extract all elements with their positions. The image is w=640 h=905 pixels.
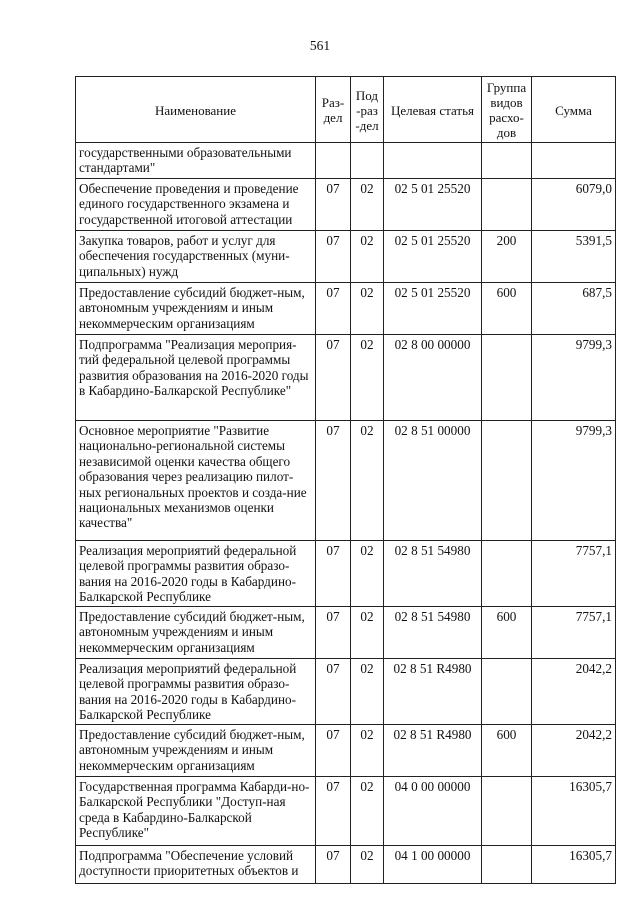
row-group-cell (482, 777, 532, 846)
row-sum-cell: 2042,2 (532, 659, 616, 725)
row-target-cell: 02 8 51 00000 (384, 421, 482, 541)
row-sum-cell: 9799,3 (532, 335, 616, 421)
table-row (76, 607, 616, 659)
row-section-cell: 07 (316, 421, 351, 541)
row-group-cell (482, 421, 532, 541)
row-group-cell: 200 (482, 231, 532, 283)
row-target-cell: 02 8 51 54980 (384, 541, 482, 607)
row-sum-cell: 687,5 (532, 283, 616, 335)
row-subsection-cell: 02 (351, 231, 384, 283)
row-target-cell (384, 143, 482, 179)
row-name-cell: Предоставление субсидий бюджет-ным, автономным учреждениям и иным некоммерческим организациям (76, 725, 316, 777)
table-row (76, 725, 616, 777)
header-target: Целевая статья (384, 77, 482, 143)
row-section-cell: 07 (316, 231, 351, 283)
table-row (76, 846, 616, 884)
row-subsection-cell: 02 (351, 421, 384, 541)
row-section-cell (316, 143, 351, 179)
row-target-cell: 02 8 51 54980 (384, 607, 482, 659)
row-section-cell: 07 (316, 335, 351, 421)
row-subsection-cell: 02 (351, 541, 384, 607)
table-row (76, 777, 616, 846)
header-section-label: Раз-дел (321, 95, 345, 125)
row-target-cell: 02 8 00 00000 (384, 335, 482, 421)
row-name-cell: Реализация мероприятий федеральной целевой программы развития образо-вания на 2016-2020 годы в Кабардино-Балкарской Республике (76, 659, 316, 725)
row-sum-cell: 16305,7 (532, 846, 616, 884)
header-sum: Сумма (532, 77, 616, 143)
row-name-cell: Подпрограмма "Реализация мероприя-тий федеральной целевой программы развития образования на 2016-2020 годы в Кабардино-Балкарской Республике" (76, 335, 316, 421)
row-group-cell (482, 659, 532, 725)
row-group-cell (482, 335, 532, 421)
row-group-cell: 600 (482, 725, 532, 777)
row-subsection-cell: 02 (351, 725, 384, 777)
row-name-cell: Обеспечение проведения и проведение единого государственного экзамена и государственной итоговой аттестации (76, 179, 316, 231)
header-section (316, 77, 351, 143)
row-name-cell: Основное мероприятие "Развитие национально-региональной системы независимой оценки качества общего образования через реализацию пилот-ных региональных проектов и созда-ние национальных механизмов оценки качества" (76, 421, 316, 541)
table-row (76, 231, 616, 283)
row-subsection-cell (351, 143, 384, 179)
table-row (76, 541, 616, 607)
table-body (76, 143, 616, 884)
row-section-cell: 07 (316, 607, 351, 659)
row-target-cell: 02 5 01 25520 (384, 231, 482, 283)
row-group-cell (482, 846, 532, 884)
table-row (76, 179, 616, 231)
row-sum-cell: 2042,2 (532, 725, 616, 777)
row-group-cell: 600 (482, 283, 532, 335)
page-number: 561 (309, 38, 331, 53)
row-sum-cell: 16305,7 (532, 777, 616, 846)
row-name-cell: Государственная программа Кабарди-но-Балкарской Республики "Доступ-ная среда в Кабардино-Балкарской Республике" (76, 777, 316, 846)
row-subsection-cell: 02 (351, 283, 384, 335)
table-row (76, 335, 616, 421)
row-section-cell: 07 (316, 283, 351, 335)
row-group-cell (482, 179, 532, 231)
row-name-cell: Закупка товаров, работ и услуг для обеспечения государственных (муни-ципальных) нужд (76, 231, 316, 283)
row-sum-cell: 7757,1 (532, 541, 616, 607)
row-name-cell: Подпрограмма "Обеспечение условий доступности приоритетных объектов и (76, 846, 316, 884)
row-subsection-cell: 02 (351, 179, 384, 231)
row-subsection-cell: 02 (351, 777, 384, 846)
row-subsection-cell: 02 (351, 659, 384, 725)
row-target-cell: 04 0 00 00000 (384, 777, 482, 846)
row-target-cell: 04 1 00 00000 (384, 846, 482, 884)
row-section-cell: 07 (316, 777, 351, 846)
row-section-cell: 07 (316, 541, 351, 607)
row-sum-cell (532, 143, 616, 179)
row-group-cell: 600 (482, 607, 532, 659)
row-sum-cell: 7757,1 (532, 607, 616, 659)
row-name-cell: государственными образовательными стандартами" (76, 143, 316, 179)
row-group-cell (482, 143, 532, 179)
header-group: Группа видов расхо-дов (482, 77, 532, 143)
row-sum-cell: 5391,5 (532, 231, 616, 283)
row-target-cell: 02 5 01 25520 (384, 179, 482, 231)
header-name: Наименование (76, 77, 316, 143)
header-subsection (351, 77, 384, 143)
row-subsection-cell: 02 (351, 335, 384, 421)
row-name-cell: Предоставление субсидий бюджет-ным, автономным учреждениям и иным некоммерческим организациям (76, 607, 316, 659)
table-row (76, 659, 616, 725)
row-sum-cell: 6079,0 (532, 179, 616, 231)
row-section-cell: 07 (316, 725, 351, 777)
row-name-cell: Предоставление субсидий бюджет-ным, автономным учреждениям и иным некоммерческим организациям (76, 283, 316, 335)
table-header (76, 77, 616, 143)
row-target-cell: 02 8 51 R4980 (384, 659, 482, 725)
table-row (76, 283, 616, 335)
table-row (76, 421, 616, 541)
row-section-cell: 07 (316, 659, 351, 725)
row-name-cell: Реализация мероприятий федеральной целевой программы развития образо-вания на 2016-2020 годы в Кабардино-Балкарской Республике (76, 541, 316, 607)
row-target-cell: 02 8 51 R4980 (384, 725, 482, 777)
row-subsection-cell: 02 (351, 607, 384, 659)
row-section-cell: 07 (316, 179, 351, 231)
table-row (76, 143, 616, 179)
header-subsection-label: Под-раз-дел (355, 87, 379, 133)
row-target-cell: 02 5 01 25520 (384, 283, 482, 335)
row-group-cell (482, 541, 532, 607)
budget-table (75, 76, 616, 884)
row-sum-cell: 9799,3 (532, 421, 616, 541)
row-subsection-cell: 02 (351, 846, 384, 884)
row-section-cell: 07 (316, 846, 351, 884)
